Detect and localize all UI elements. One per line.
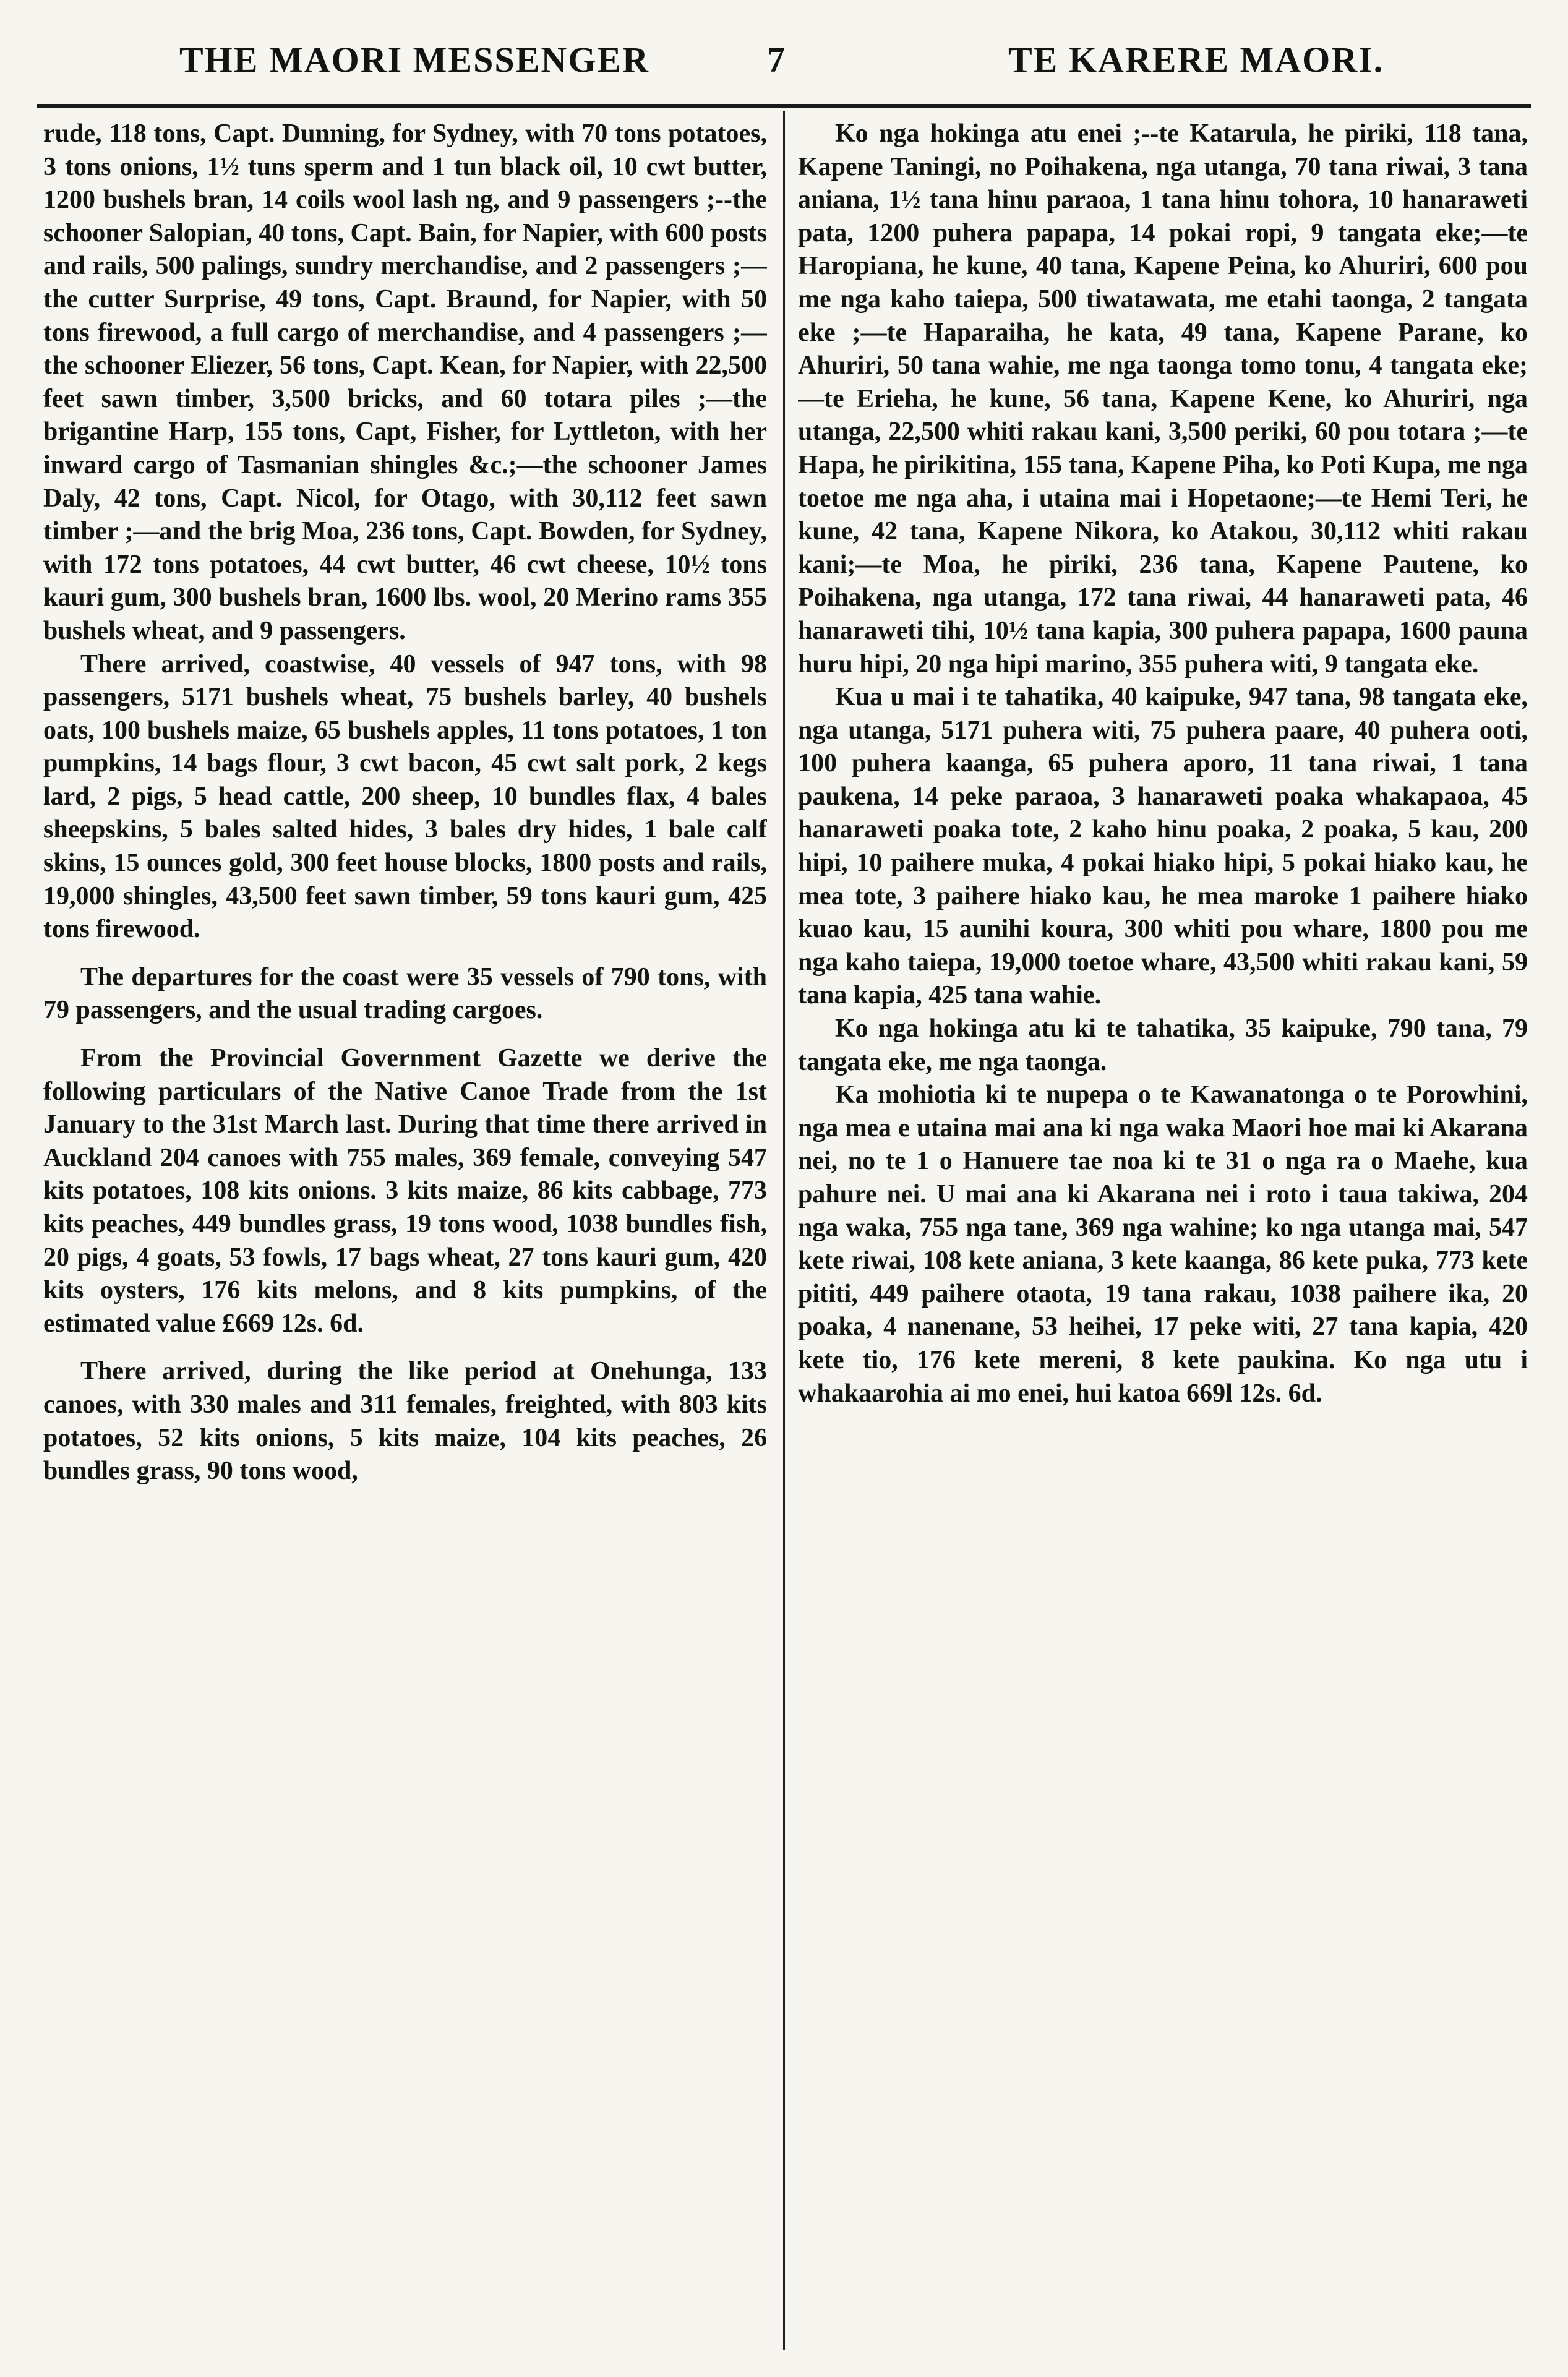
page-number: 7 bbox=[767, 40, 785, 80]
masthead-english: THE MAORI MESSENGER bbox=[179, 40, 649, 80]
masthead-maori: TE KARERE MAORI. bbox=[1008, 40, 1384, 80]
maori-paragraph-canoe-trade: Ka mohiotia ki te nupepa o te Kawanatonga o te Porowhini, nga mea e utaina mai ana ki nga waka Maori hoe mai ki Akarana nei, no te 1 o Hanuere tae noa ki te 31 o nga ra o Maehe, kua pahure nei. U mai ana ki Akarana nei i roto i taua takiwa, 204 nga waka, 755 nga tane, 369 nga wahine; ko nga utanga mai, 547 kete riwai, 108 kete aniana, 3 kete kaanga, 86 kete puka, 773 kete pititi, 449 paihere otaota, 19 tana rakau, 1038 paihere ika, 20 poaka, 4 nanenane, 53 heihei, 17 peke witi, 27 tana kapia, 420 kete tio, 176 kete mereni, 8 kete paukina. Ko nga utu i whakaarohia ai mo enei, hui katoa 669l 12s. 6d. bbox=[798, 1081, 1528, 1408]
maori-paragraph-departures: Ko nga hokinga atu enei ;--te Katarula, he piriki, 118 tana, Kapene Taningi, no Poihakena, nga utanga, 70 tana riwai, 3 tana aniana, 1½ tana hinu paraoa, 1 tana hinu tohora, 10 hanaraweti pata, 1200 puhera papapa, 14 pokai ropi, 9 tangata eke;—te Haropiana, he kune, 40 tana, Kapene Peina, ko Ahuriri, 600 pou me nga kaho taiepa, 500 tiwatawata, me etahi taonga, 2 tangata eke ;—te Haparaiha, he kata, 49 tana, Kapene Parane, ko Ahuriri, 50 tana wahie, me nga taonga tomo tonu, 4 tangata eke;—te Erieha, he kune, 56 tana, Kapene Kene, ko Ahuriri, nga utanga, 22,500 whiti rakau kani, 3,500 periki, 60 pou totara ;—te Hapa, he pirikitina, 155 tana, Kapene Piha, ko Poti Kupa, me nga toetoe me nga aha, i utaina mai i Hopetaone;—te Hemi Teri, he kune, 42 tana, Kapene Nikora, ko Atakou, 30,112 whiti rakau kani;—te Moa, he piriki, 236 tana, Kapene Pautene, ko Poihakena, nga utanga, 172 tana riwai, 44 hanaraweti pata, 46 hanaraweti tihi, 10½ tana kapia, 300 puhera papapa, 1600 pauna huru hipi, 20 nga hipi marino, 355 puhera witi, 9 tangata eke. bbox=[798, 119, 1528, 679]
maori-paragraph-coastal-departures: Ko nga hokinga atu ki te tahatika, 35 kaipuke, 790 tana, 79 tangata eke, me nga taonga. bbox=[798, 1014, 1528, 1076]
english-paragraph-onehunga: There arrived, during the like period at Onehunga, 133 canoes, with 330 males and 311 females, freighted, with 803 kits potatoes, 52 kits onions, 5 kits maize, 104 kits peaches, 26 bundles grass, 90 tons wood, bbox=[43, 1357, 767, 1486]
english-paragraph-coastal-departures: The departures for the coast were 35 vessels of 790 tons, with 79 passengers, and the usual trading cargoes. bbox=[43, 962, 767, 1025]
english-paragraph-departures: rude, 118 tons, Capt. Dunning, for Sydney, with 70 tons potatoes, 3 tons onions, 1½ tuns sperm and 1 tun black oil, 10 cwt butter, 1200 bushels bran, 14 coils wool lash ng, and 9 passengers ;--the schooner Salopian, 40 tons, Capt. Bain, for Napier, with 600 posts and rails, 500 palings, sundry merchandise, and 2 passengers ;—the cutter Surprise, 49 tons, Capt. Braund, for Napier, with 50 tons firewood, a full cargo of merchandise, and 4 passengers ;—the schooner Eliezer, 56 tons, Capt. Kean, for Napier, with 22,500 feet sawn timber, 3,500 bricks, and 60 totara piles ;—the brigantine Harp, 155 tons, Capt, Fisher, for Lyttleton, with her inward cargo of Tasmanian shingles &c.;—the schooner James Daly, 42 tons, Capt. Nicol, for Otago, with 30,112 feet sawn timber ;—and the brig Moa, 236 tons, Capt. Bowden, for Sydney, with 172 tons potatoes, 44 cwt butter, 46 cwt cheese, 10½ tons kauri gum, 300 bushels bran, 1600 lbs. wool, 20 Merino rams 355 bushels wheat, and 9 passengers. bbox=[43, 119, 767, 645]
maori-column bbox=[798, 118, 1528, 2350]
page-header bbox=[37, 24, 1531, 85]
english-paragraph-canoe-trade: From the Provincial Government Gazette we derive the following particulars of the Native Canoe Trade from the 1st January to the 31st March last. During that time there arrived in Auckland 204 canoes with 755 males, 369 female, conveying 547 kits potatoes, 108 kits onions. 3 kits maize, 86 kits cabbage, 773 kits peaches, 449 bundles grass, 19 tons wood, 1038 bundles fish, 20 pigs, 4 goats, 53 fowls, 17 bags wheat, 27 tons kauri gum, 420 kits oysters, 176 kits melons, and 8 kits pumpkins, of the estimated value £669 12s. 6d. bbox=[43, 1044, 767, 1338]
column-divider bbox=[783, 111, 785, 2350]
english-paragraph-coastwise-arrivals: There arrived, coastwise, 40 vessels of 947 tons, with 98 passengers, 5171 bushels wheat, 75 bushels barley, 40 bushels oats, 100 bushels maize, 65 bushels apples, 11 tons potatoes, 1 ton pumpkins, 14 bags flour, 3 cwt bacon, 45 cwt salt pork, 2 kegs lard, 2 pigs, 5 head cattle, 200 sheep, 10 bundles flax, 4 bales sheepskins, 5 bales salted hides, 3 bales dry hides, 1 bale calf skins, 15 ounces gold, 300 feet house blocks, 1800 posts and rails, 19,000 shingles, 43,500 feet sawn timber, 59 tons kauri gum, 425 tons firewood. bbox=[43, 649, 767, 944]
maori-paragraph-coastwise-arrivals: Kua u mai i te tahatika, 40 kaipuke, 947 tana, 98 tangata eke, nga utanga, 5171 puhera witi, 75 puhera paare, 40 puhera ooti, 100 puhera kaanga, 65 puhera aporo, 11 tana riwai, 1 tana paukena, 14 peke paraoa, 3 hanaraweti poaka whakapaoa, 45 hanaraweti poaka tote, 2 kaho hinu poaka, 2 poaka, 5 kau, 200 hipi, 10 paihere muka, 4 pokai hiako hipi, 5 pokai hiako kau, he mea tote, 3 paihere hiako kau, he mea maroke 1 paihere hiako kuao kau, 15 aunihi koura, 300 whiti pou whare, 1800 pou me nga kaho taiepa, 19,000 toetoe whare, 43,500 whiti rakau kani, 59 tana kapia, 425 tana wahie. bbox=[798, 683, 1528, 1010]
header-rule bbox=[37, 104, 1531, 108]
english-column bbox=[43, 118, 767, 2350]
